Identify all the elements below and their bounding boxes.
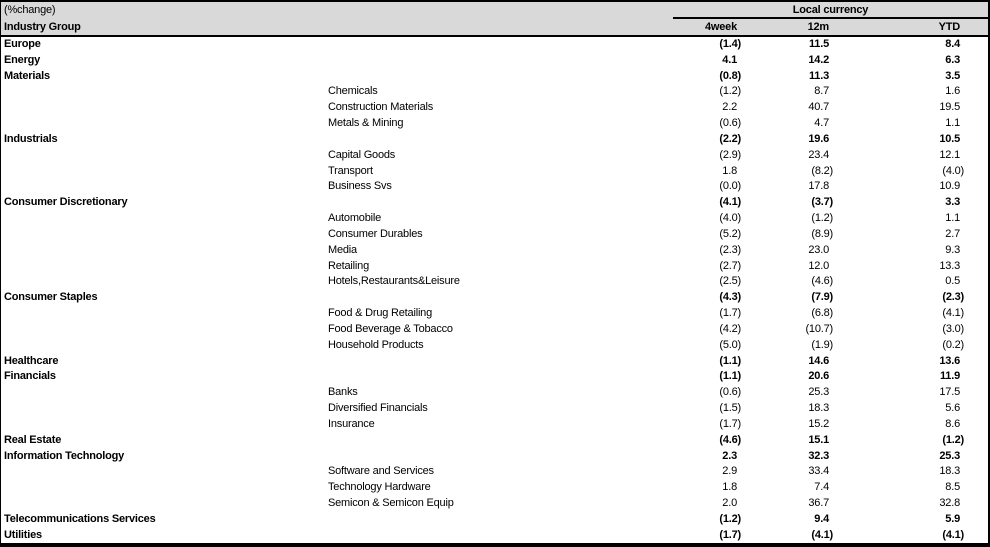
table-row (1, 306, 988, 322)
value-ytd: 12.1 (939, 148, 960, 161)
value-4week: (5.2) (719, 227, 741, 240)
value-12m: 40.7 (808, 101, 829, 114)
table-row (1, 195, 988, 211)
value-4week: (0.6) (719, 386, 741, 399)
industry-name: Construction Materials (328, 101, 434, 114)
value-12m: 18.3 (808, 402, 829, 415)
table-row (1, 132, 988, 148)
industry-name: Technology Hardware (328, 481, 431, 494)
value-12m: (3.7) (811, 196, 833, 209)
header-row-currency (1, 2, 988, 19)
table-row (1, 290, 988, 306)
value-12m: 33.4 (808, 465, 829, 478)
value-12m: 11.3 (808, 69, 829, 82)
value-ytd: (3.0) (942, 322, 964, 335)
industry-name: Telecommunications Services (4, 512, 156, 525)
industry-name: Software and Services (328, 465, 434, 478)
value-12m: 32.3 (808, 449, 829, 462)
value-ytd: 9.3 (945, 243, 960, 256)
value-ytd: 8.5 (945, 481, 960, 494)
value-4week: (1.1) (719, 354, 741, 367)
value-12m: (1.9) (811, 338, 833, 351)
table-row (1, 449, 988, 465)
column-header-4week: 4week (704, 20, 737, 33)
table-row (1, 401, 988, 417)
industry-name: Energy (4, 53, 41, 66)
value-4week: 2.3 (722, 449, 737, 462)
table-row (1, 528, 988, 544)
value-12m: 19.6 (808, 132, 829, 145)
value-12m: 25.3 (808, 386, 829, 399)
table-row (1, 84, 988, 100)
table-row (1, 274, 988, 290)
industry-name: Consumer Durables (328, 227, 423, 240)
industry-name: Retailing (328, 259, 370, 272)
value-12m: 9.4 (814, 512, 829, 525)
value-ytd: 32.8 (939, 497, 960, 510)
column-header-ytd: YTD (938, 20, 960, 33)
value-ytd: 1.1 (945, 117, 960, 130)
value-ytd: 3.3 (945, 196, 960, 209)
table-row (1, 464, 988, 480)
value-4week: 2.0 (722, 497, 737, 510)
value-4week: 2.2 (722, 101, 737, 114)
industry-name: Consumer Discretionary (4, 196, 128, 209)
value-12m: 12.0 (808, 259, 829, 272)
table-row (1, 179, 988, 195)
value-ytd: (1.2) (942, 433, 964, 446)
value-ytd: 13.6 (939, 354, 960, 367)
value-4week: (2.9) (719, 148, 741, 161)
value-ytd: 3.5 (945, 69, 960, 82)
table-row (1, 385, 988, 401)
value-12m: 8.7 (814, 85, 829, 98)
value-4week: (4.0) (719, 212, 741, 225)
table-row (1, 433, 988, 449)
industry-name: Healthcare (4, 354, 59, 367)
value-ytd: (4.0) (942, 164, 964, 177)
industry-name: Food Beverage & Tobacco (328, 322, 453, 335)
table-row (1, 338, 988, 354)
value-12m: (8.9) (811, 227, 833, 240)
industry-name: Food & Drug Retailing (328, 307, 433, 320)
value-ytd: 19.5 (939, 101, 960, 114)
value-12m: 15.1 (808, 433, 829, 446)
table-row (1, 53, 988, 69)
value-ytd: 2.7 (945, 227, 960, 240)
local-currency-group-label: Local currency (673, 2, 988, 19)
value-12m: 4.7 (814, 117, 829, 130)
industry-name: Insurance (328, 417, 375, 430)
table-row (1, 148, 988, 164)
value-4week: (1.2) (719, 85, 741, 98)
value-4week: (1.5) (719, 402, 741, 415)
industry-name: Materials (4, 69, 50, 82)
industry-name: Real Estate (4, 433, 62, 446)
value-4week: (1.2) (719, 512, 741, 525)
value-4week: (0.8) (719, 69, 741, 82)
value-ytd: 13.3 (939, 259, 960, 272)
value-12m: 7.4 (814, 481, 829, 494)
table-row (1, 116, 988, 132)
industry-group-column-header: Industry Group (4, 20, 81, 33)
value-4week: (0.6) (719, 117, 741, 130)
value-12m: 23.0 (808, 243, 829, 256)
value-4week: (1.7) (719, 417, 741, 430)
table-row (1, 480, 988, 496)
value-12m: (10.7) (805, 322, 833, 335)
value-4week: (1.7) (719, 307, 741, 320)
table-row (1, 211, 988, 227)
industry-name: Diversified Financials (328, 402, 428, 415)
value-12m: (4.1) (811, 528, 833, 541)
value-12m: 36.7 (808, 497, 829, 510)
industry-name: Household Products (328, 338, 424, 351)
value-12m: (7.9) (811, 291, 833, 304)
table-row (1, 100, 988, 116)
value-ytd: (2.3) (942, 291, 964, 304)
table-row (1, 164, 988, 180)
value-ytd: 10.5 (939, 132, 960, 145)
value-4week: (2.2) (719, 132, 741, 145)
value-ytd: 17.5 (939, 386, 960, 399)
value-ytd: 8.4 (945, 38, 960, 50)
value-12m: 11.5 (808, 38, 829, 50)
industry-name: Media (328, 243, 357, 256)
value-ytd: 25.3 (939, 449, 960, 462)
value-4week: (0.0) (719, 180, 741, 193)
value-ytd: 1.1 (945, 212, 960, 225)
industry-name: Financials (4, 370, 56, 383)
industry-name: Utilities (4, 528, 42, 541)
value-ytd: 5.6 (945, 402, 960, 415)
value-4week: (4.3) (719, 291, 741, 304)
value-4week: (4.1) (719, 196, 741, 209)
column-header-12m: 12m (807, 20, 829, 33)
value-12m: (6.8) (811, 307, 833, 320)
value-ytd: 10.9 (939, 180, 960, 193)
value-ytd: 8.6 (945, 417, 960, 430)
industry-name: Metals & Mining (328, 117, 404, 130)
table-row (1, 322, 988, 338)
value-ytd: 11.9 (939, 370, 960, 383)
value-12m: (8.2) (811, 164, 833, 177)
table-row (1, 417, 988, 433)
value-ytd: 5.9 (945, 512, 960, 525)
value-ytd: 6.3 (945, 53, 960, 66)
table-row (1, 243, 988, 259)
value-ytd: (0.2) (942, 338, 964, 351)
value-ytd: 1.6 (945, 85, 960, 98)
table-row (1, 259, 988, 275)
value-12m: 15.2 (808, 417, 829, 430)
value-4week: 4.1 (722, 53, 737, 66)
value-12m: 14.6 (808, 354, 829, 367)
header-row-columns (1, 19, 988, 36)
table-row (1, 227, 988, 243)
table-row (1, 512, 988, 528)
industry-name: Industrials (4, 132, 58, 145)
table-row (1, 37, 988, 53)
value-4week: 2.9 (722, 465, 737, 478)
industry-name: Semicon & Semicon Equip (328, 497, 454, 510)
table-row (1, 369, 988, 385)
value-4week: (2.7) (719, 259, 741, 272)
value-4week: (2.3) (719, 243, 741, 256)
industry-name: Hotels,Restaurants&Leisure (328, 275, 460, 288)
value-12m: (1.2) (811, 212, 833, 225)
value-4week: (1.1) (719, 370, 741, 383)
table-row (1, 496, 988, 512)
value-4week: (1.7) (719, 528, 741, 541)
industry-name: Information Technology (4, 449, 125, 462)
table-body (1, 37, 988, 544)
table-header (1, 2, 988, 37)
value-4week: 1.8 (722, 164, 737, 177)
value-ytd: (4.1) (942, 307, 964, 320)
value-4week: (4.2) (719, 322, 741, 335)
value-ytd: (4.1) (942, 528, 964, 541)
value-12m: 17.8 (808, 180, 829, 193)
value-12m: 23.4 (808, 148, 829, 161)
industry-name: Business Svs (328, 180, 392, 193)
value-4week: (1.4) (719, 38, 741, 50)
value-ytd: 0.5 (945, 275, 960, 288)
percent-change-label: (%change) (4, 4, 56, 16)
value-4week: 1.8 (722, 481, 737, 494)
industry-name: Capital Goods (328, 148, 396, 161)
industry-name: Consumer Staples (4, 291, 98, 304)
value-12m: 20.6 (808, 370, 829, 383)
value-4week: (5.0) (719, 338, 741, 351)
table-row (1, 69, 988, 85)
value-4week: (4.6) (719, 433, 741, 446)
industry-name: Transport (328, 164, 373, 177)
value-ytd: 18.3 (939, 465, 960, 478)
industry-name: Banks (328, 386, 358, 399)
table-row (1, 354, 988, 370)
industry-name: Automobile (328, 212, 382, 225)
value-12m: (4.6) (811, 275, 833, 288)
industry-name: Chemicals (328, 85, 378, 98)
value-4week: (2.5) (719, 275, 741, 288)
value-12m: 14.2 (808, 53, 829, 66)
industry-name: Europe (4, 38, 41, 50)
